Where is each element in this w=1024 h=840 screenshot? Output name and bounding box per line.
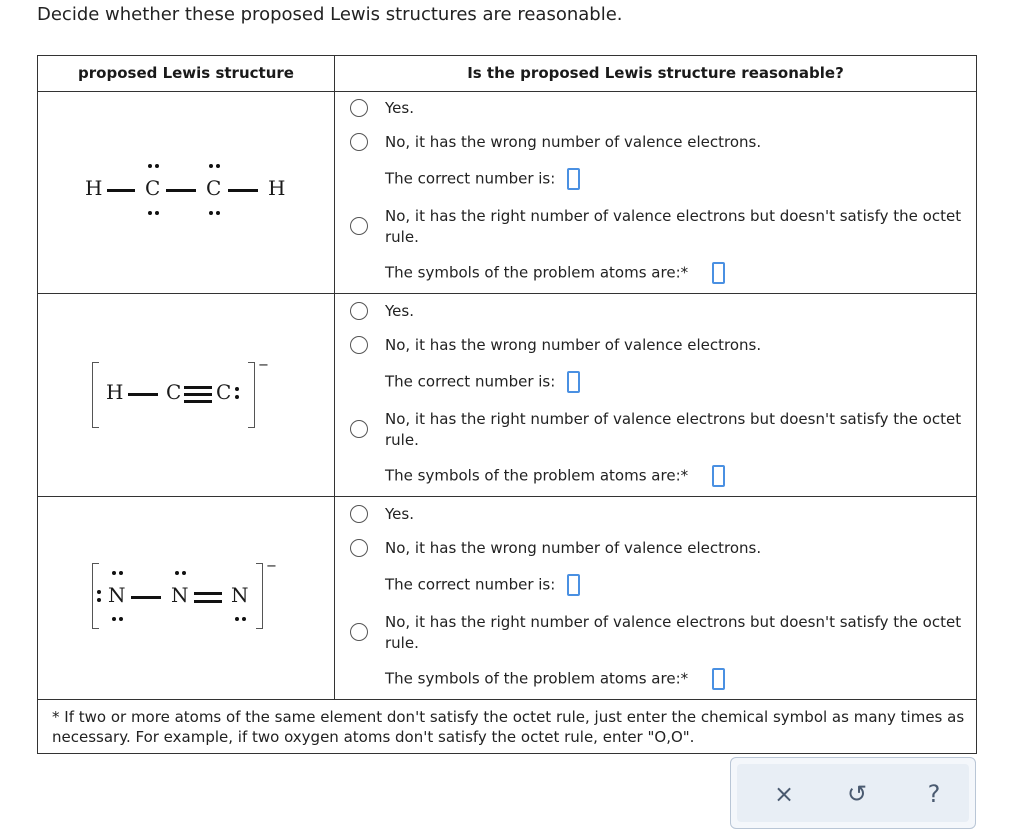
atom: C bbox=[166, 380, 182, 404]
help-button[interactable] bbox=[914, 774, 954, 814]
option-label: Yes. bbox=[385, 505, 414, 523]
charge: − bbox=[258, 358, 269, 373]
charge: − bbox=[266, 559, 277, 574]
left-bracket bbox=[92, 362, 99, 428]
option-label: Yes. bbox=[385, 302, 414, 320]
double-bond-line bbox=[194, 592, 222, 595]
atom: H bbox=[106, 380, 124, 404]
option-label: No, it has the wrong number of valence electrons. bbox=[385, 539, 762, 557]
correct-number-input[interactable] bbox=[567, 574, 580, 596]
problem-atoms-label bbox=[385, 262, 725, 284]
clear-button[interactable] bbox=[764, 774, 804, 814]
lewis-structure-3 bbox=[38, 497, 334, 699]
prompt-text: The correct number is: bbox=[385, 169, 556, 188]
radio-yes[interactable] bbox=[350, 505, 368, 523]
problem-atoms-input[interactable] bbox=[712, 465, 725, 487]
column-divider bbox=[334, 56, 335, 699]
prompt-text: The symbols of the problem atoms are:* bbox=[385, 263, 689, 282]
atom: C bbox=[145, 176, 161, 200]
atom: N bbox=[231, 583, 249, 607]
lone-pair bbox=[235, 387, 239, 403]
radio-wrong-count[interactable] bbox=[350, 539, 368, 557]
radio-octet[interactable] bbox=[350, 420, 368, 438]
atom: N bbox=[171, 583, 189, 607]
footnote-divider bbox=[38, 699, 976, 700]
option-label: No, it has the wrong number of valence electrons. bbox=[385, 336, 762, 354]
undo-button[interactable] bbox=[837, 774, 877, 814]
radio-octet[interactable] bbox=[350, 217, 368, 235]
radio-wrong-count[interactable] bbox=[350, 133, 368, 151]
prompt-text: The correct number is: bbox=[385, 575, 556, 594]
correct-number-input[interactable] bbox=[567, 371, 580, 393]
single-bond bbox=[166, 189, 196, 192]
option-label: No, it has the right number of valence electrons but doesn't satisfy the octet rule. bbox=[385, 410, 962, 449]
correct-number-label bbox=[385, 574, 580, 596]
header-proposed-structure: proposed Lewis structure bbox=[78, 64, 294, 82]
close-icon: × bbox=[773, 780, 795, 808]
triple-bond-line bbox=[184, 400, 212, 403]
radio-yes[interactable] bbox=[350, 302, 368, 320]
help-icon: ? bbox=[927, 780, 941, 808]
toolbar-panel bbox=[737, 764, 969, 822]
atom: N bbox=[108, 583, 126, 607]
atom: C bbox=[216, 380, 232, 404]
lone-pair bbox=[97, 590, 101, 606]
atom: H bbox=[268, 176, 286, 200]
single-bond bbox=[107, 189, 135, 192]
prompt-text: The correct number is: bbox=[385, 372, 556, 391]
problem-atoms-label bbox=[385, 465, 725, 487]
atom: H bbox=[85, 176, 103, 200]
single-bond bbox=[131, 596, 161, 599]
undo-icon: ↺ bbox=[846, 780, 868, 808]
answer-toolbar bbox=[730, 757, 976, 829]
lewis-structure-1 bbox=[38, 92, 334, 293]
prompt-text: The symbols of the problem atoms are:* bbox=[385, 466, 689, 485]
lone-pair bbox=[175, 571, 189, 575]
option-label: Yes. bbox=[385, 99, 414, 117]
problem-atoms-label bbox=[385, 668, 725, 690]
right-bracket bbox=[248, 362, 255, 428]
single-bond bbox=[128, 393, 158, 396]
header-reasonable: Is the proposed Lewis structure reasonable? bbox=[467, 64, 844, 82]
atom: C bbox=[206, 176, 222, 200]
correct-number-label bbox=[385, 168, 580, 190]
radio-wrong-count[interactable] bbox=[350, 336, 368, 354]
option-label: No, it has the wrong number of valence electrons. bbox=[385, 133, 762, 151]
right-bracket bbox=[256, 563, 263, 629]
correct-number-label bbox=[385, 371, 580, 393]
lone-pair bbox=[209, 211, 223, 215]
correct-number-input[interactable] bbox=[567, 168, 580, 190]
prompt-text: The symbols of the problem atoms are:* bbox=[385, 669, 689, 688]
triple-bond-line bbox=[184, 386, 212, 389]
double-bond-line bbox=[194, 600, 222, 603]
lone-pair bbox=[235, 617, 249, 621]
footnote: * If two or more atoms of the same element don't satisfy the octet rule, just enter the chemical symbol as many times as necessary. For example, if two oxygen atoms don't satisfy the octet rule, enter "O,O". bbox=[52, 708, 965, 746]
radio-yes[interactable] bbox=[350, 99, 368, 117]
lone-pair bbox=[112, 571, 126, 575]
problem-atoms-input[interactable] bbox=[712, 262, 725, 284]
problem-atoms-input[interactable] bbox=[712, 668, 725, 690]
lewis-structure-2 bbox=[38, 294, 334, 496]
lone-pair bbox=[148, 164, 162, 168]
option-label: No, it has the right number of valence electrons but doesn't satisfy the octet rule. bbox=[385, 613, 962, 652]
lone-pair bbox=[112, 617, 126, 621]
lone-pair bbox=[148, 211, 162, 215]
radio-octet[interactable] bbox=[350, 623, 368, 641]
triple-bond-line bbox=[184, 393, 212, 396]
option-label: No, it has the right number of valence electrons but doesn't satisfy the octet rule. bbox=[385, 207, 962, 246]
lone-pair bbox=[209, 164, 223, 168]
question-prompt: Decide whether these proposed Lewis structures are reasonable. bbox=[37, 4, 623, 25]
single-bond bbox=[228, 189, 258, 192]
lewis-structure-table bbox=[37, 55, 977, 754]
